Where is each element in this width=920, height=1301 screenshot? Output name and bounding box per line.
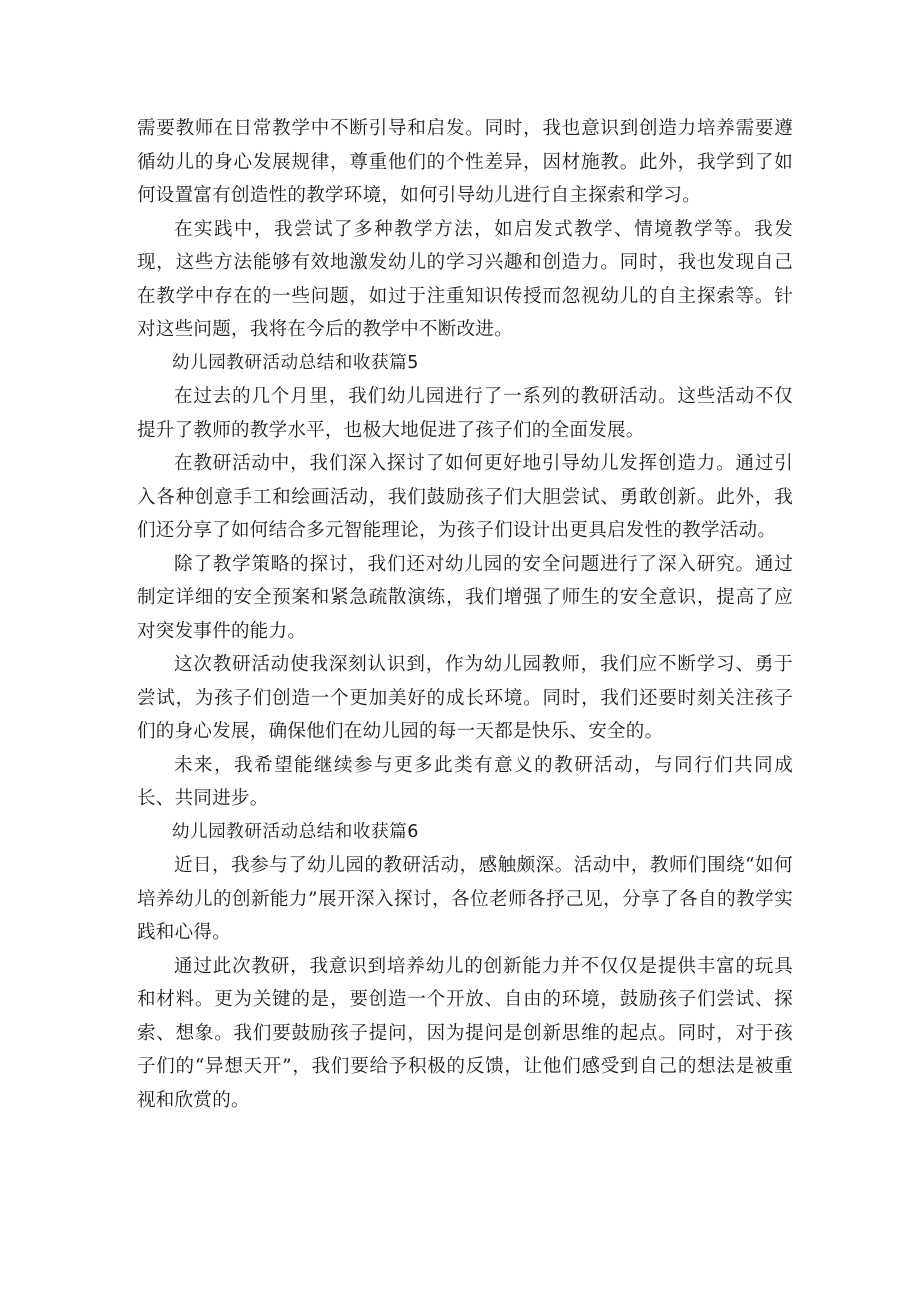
paragraph: 未来，我希望能继续参与更多此类有意义的教研活动，与同行们共同成长、共同进步。 [137, 754, 793, 809]
paragraph-continued: 需要教师在日常教学中不断引导和启发。同时，我也意识到创造力培养需要遵循幼儿的身心发展规律，尊重他们的个性差异，因材施教。此外，我学到了如何设置富有创造性的教学环境，如何引导幼儿进行自主探索和学习。 [137, 118, 793, 206]
section-heading-5: 幼儿园教研活动总结和收获篇5 [172, 352, 420, 373]
section-heading-6: 幼儿园教研活动总结和收获篇6 [172, 821, 420, 842]
document-body [137, 112, 793, 1117]
paragraph: 近日，我参与了幼儿园的教研活动，感触颇深。活动中，教师们围绕“如何培养幼儿的创新能力”展开深入探讨，各位老师各抒己见，分享了各自的教学实践和心得。 [137, 855, 793, 943]
paragraph: 除了教学策略的探讨，我们还对幼儿园的安全问题进行了深入研究。通过制定详细的安全预案和紧急疏散演练，我们增强了师生的安全意识，提高了应对突发事件的能力。 [137, 553, 793, 642]
paragraph: 在过去的几个月里，我们幼儿园进行了一系列的教研活动。这些活动不仅提升了教师的教学水平，也极大地促进了孩子们的全面发展。 [137, 386, 793, 441]
paragraph: 这次教研活动使我深刻认识到，作为幼儿园教师，我们应不断学习、勇于尝试，为孩子们创造一个更加美好的成长环境。同时，我们还要时刻关注孩子们的身心发展，确保他们在幼儿园的每一天都是快乐、安全的。 [137, 654, 793, 742]
paragraph: 在教研活动中，我们深入探讨了如何更好地引导幼儿发挥创造力。通过引入各种创意手工和绘画活动，我们鼓励孩子们大胆尝试、勇敢创新。此外，我们还分享了如何结合多元智能理论，为孩子们设计出更具启发性的教学活动。 [137, 453, 793, 541]
paragraph: 通过此次教研，我意识到培养幼儿的创新能力并不仅仅是提供丰富的玩具和材料。更为关键的是，要创造一个开放、自由的环境，鼓励孩子们尝试、探索、想象。我们要鼓励孩子提问，因为提问是创新思维的起点。同时，对于孩子们的“异想天开”，我们要给予积极的反馈，让他们感受到自己的想法是被重视和欣赏的。 [137, 955, 793, 1111]
paragraph: 在实践中，我尝试了多种教学方法，如启发式教学、情境教学等。我发现，这些方法能够有效地激发幼儿的学习兴趣和创造力。同时，我也发现自己在教学中存在的一些问题，如过于注重知识传授而忽视幼儿的自主探索等。针对这些问题，我将在今后的教学中不断改进。 [137, 218, 793, 340]
